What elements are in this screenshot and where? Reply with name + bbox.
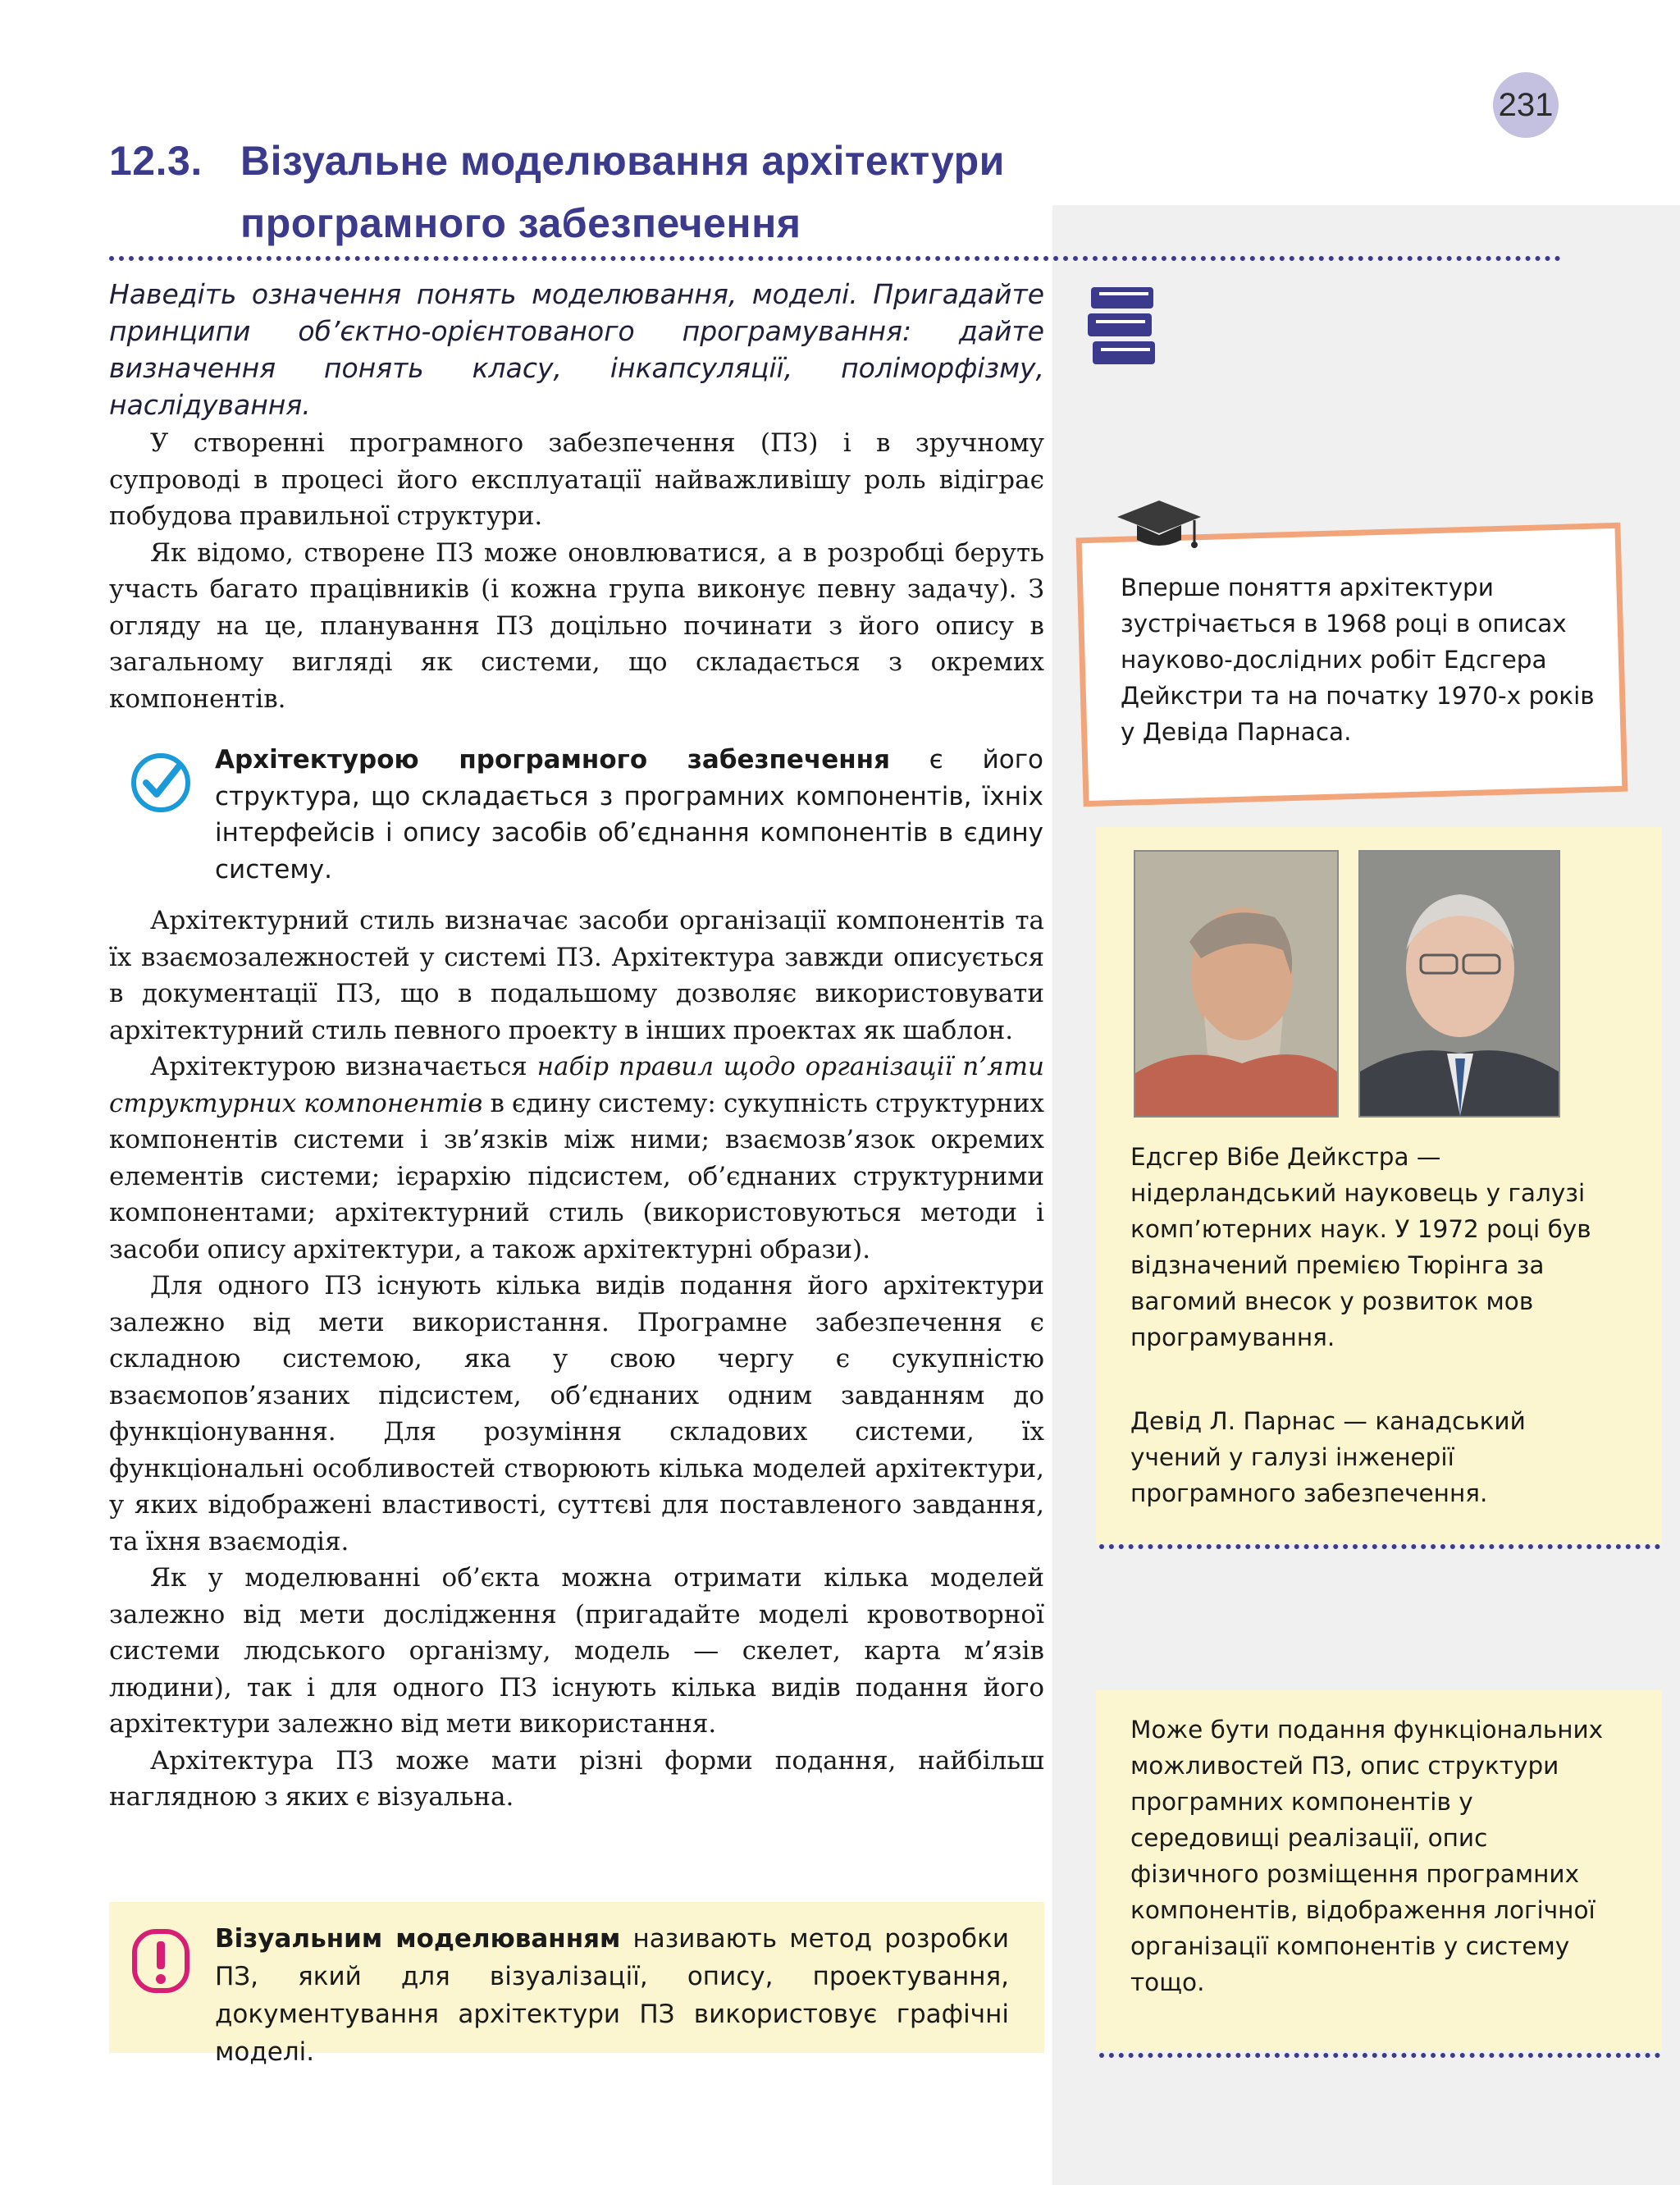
views-divider	[1099, 2053, 1660, 2058]
paragraph-style: Архітектурний стиль визначає засоби організації компонентів та їх взаємозалежностей у системі ПЗ. Архітектура завжди описується в документації ПЗ, що в подальшому дозволяє використовувати архітектурний стиль певного проекту в інших проектах як шаблон.	[109, 906, 1044, 1045]
title-divider	[109, 256, 1561, 261]
dijkstra-portrait	[1135, 852, 1337, 1116]
section-title	[109, 130, 1176, 254]
dijkstra-photo	[1134, 850, 1339, 1118]
dijkstra-caption: Едсгер Вібе Дейкстра — нідерландський науковець у галузі комп’ютерних наук. У 1972 році був відзначений премією Тюрінга за вагомий внесок у розвиток мов програмування.	[1130, 1143, 1591, 1351]
body-middle	[109, 903, 1044, 1816]
section-title-line1: Візуальне моделювання архітектури	[240, 138, 1005, 184]
note-term: Візуальним моделюванням	[215, 1924, 621, 1954]
section-number: 12.3.	[109, 138, 203, 184]
definition-term: Архітектурою програмного забезпечення	[215, 745, 890, 775]
intro-question: Наведіть означення понять моделювання, моделі. Пригадайте принципи об’єктно-орієнтованого програмування: дайте визначення понять класу, інкапсуляції, поліморфізму, наслідування.	[109, 278, 1044, 421]
paragraph: Як відомо, створене ПЗ може оновлюватися, а в розробці беруть участь багато працівників (і кожна група виконує певну задачу). З огляду на це, планування ПЗ доцільно починати з його опису в загальному вигляді як системи, що складається з окремих компонентів.	[109, 537, 1044, 714]
body-top	[109, 425, 1044, 717]
paragraph: Архітектура ПЗ може мати різні форми подання, найбільш наглядною з яких є візуальна.	[109, 1745, 1044, 1812]
note-text: називають метод розробки ПЗ, який для візуалізації, опису, проектування, документування архітектури ПЗ використовує графічні моделі.	[215, 1924, 1009, 2067]
page-number: 231	[1493, 72, 1559, 138]
books-icon	[1084, 282, 1160, 368]
rules-after: в єдину систему: сукупність структурних компонентів системи і зв’язків між ними; взаємозв’язок окремих елементів системи; ієрархію підсистем, об’єднаних структурними компонентами; архітектурний стиль (використовуються методи і засоби опису архітектури, а також архітектурні образи).	[109, 1088, 1044, 1264]
definition-text: є його структура, що складається з програмних компонентів, їхніх інтерфейсів і опису засобів об’єднання компонентів в єдину систему.	[215, 745, 1043, 885]
panel-divider	[1099, 1544, 1660, 1549]
rules-before: Архітектурою визначається	[150, 1052, 537, 1081]
rules-italic: набір правил щодо організації п’яти структурних компонентів	[109, 1052, 1044, 1118]
paragraph: Для одного ПЗ існують кілька видів подання його архітектури залежно від мети використання. Програмне забезпечення є складною системою, яка у свою чергу є сукупністю взаємопов’язаних підсистем, об’єднаних одним завданням до функціонування. Для розуміння складових системи, їх функціональні особливостей створюють кілька моделей архітектури, у яких відображені властивості, суттєві для поставленого завдання, та їхня взаємодія.	[109, 1271, 1044, 1556]
fact-text: Вперше поняття архітектури зустрічається в 1968 році в описах науково-дослідних робіт Едсгера Дейкстри та на початку 1970-х років у Девіда Парнаса.	[1121, 574, 1595, 746]
paragraph: У створенні програмного забезпечення (ПЗ) і в зручному супроводі в процесі його експлуатації найважливішу роль відіграє побудова правильної структури.	[109, 428, 1044, 531]
paragraph: Як у моделюванні об’єкта можна отримати кілька моделей залежно від мети дослідження (пригадайте моделі кровотворної системи людського організму, модель — скелет, карта м’язів людини), так і для одного ПЗ існують кілька видів подання його архітектури залежно від мети використання.	[109, 1563, 1044, 1739]
parnas-photo	[1358, 850, 1560, 1118]
exclamation-icon	[131, 1928, 190, 1994]
graduation-cap-icon	[1114, 497, 1204, 558]
parnas-portrait	[1360, 852, 1559, 1116]
checkmark-icon	[130, 752, 192, 814]
definition	[215, 742, 1043, 888]
parnas-caption: Девід Л. Парнас — канадський учений у галузі інженерії програмного забезпечення.	[1130, 1407, 1526, 1507]
section-title-line2: програмного забезпечення	[240, 200, 801, 246]
views-note: Може бути подання функціональних можливостей ПЗ, опис структури програмних компонентів у середовищі реалізації, опис фізичного розміщення програмних компонентів, відображення логічної організації компонентів у систему тощо.	[1130, 1716, 1604, 1996]
note	[215, 1920, 1009, 2071]
paragraph-rules	[109, 1049, 1044, 1268]
